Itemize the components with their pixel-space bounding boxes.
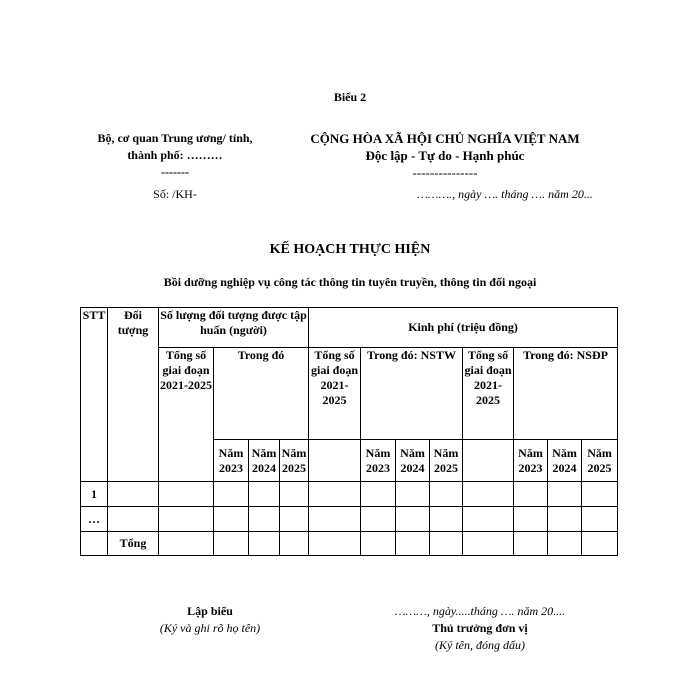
preparer-note: (Ký và ghi rõ họ tên)	[159, 621, 261, 635]
row-stt: 1	[81, 482, 108, 507]
motto-divider: ---------------	[412, 165, 478, 180]
document-subtitle: Bồi dưỡng nghiệp vụ công tác thông tin tuyên truyền, thông tin đối ngoại	[163, 275, 537, 289]
head-of-unit-title: Thủ trưởng đơn vị	[432, 621, 528, 635]
total-label: Tổng	[108, 532, 159, 556]
agency-line-1: Bộ, cơ quan Trung ương/ tỉnh,	[97, 131, 253, 145]
row-stt: …	[81, 507, 108, 532]
issuing-agency	[70, 130, 280, 181]
document-title: KẾ HOẠCH THỰC HIỆN	[269, 242, 431, 257]
agency-divider: -------	[161, 165, 189, 179]
form-label: Biểu 2	[333, 90, 367, 104]
agency-line-2: thành phố: ………	[127, 148, 223, 162]
header-count-total-period: Tổng số giai đoạn 2021-2025	[159, 348, 214, 482]
preparer-title: Lập biểu	[187, 604, 233, 618]
head-of-unit-block	[350, 603, 610, 654]
document-number: Số: /KH-	[153, 187, 197, 201]
national-header	[290, 130, 600, 181]
header-of-which-nsdp: Trong đó: NSĐP	[514, 348, 618, 440]
header-nstw-2024: Năm 2024	[396, 440, 430, 482]
header-count-2023: Năm 2023	[214, 440, 249, 482]
header-nsdp-total-period: Tổng số giai đoạn 2021-2025	[463, 348, 514, 440]
header-stt: STT	[81, 308, 108, 482]
header-budget: Kinh phí (triệu đồng)	[309, 308, 618, 348]
header-nstw-total-period: Tổng số giai đoạn 2021-2025	[309, 348, 361, 440]
header-count-2025: Năm 2025	[280, 440, 309, 482]
total-row	[81, 532, 618, 556]
table-row	[81, 507, 618, 532]
document-date: ………., ngày …. tháng …. năm 20...	[417, 187, 593, 201]
national-motto: Độc lập - Tự do - Hạnh phúc	[365, 148, 525, 163]
header-nsdp-2025: Năm 2025	[582, 440, 618, 482]
header-nstw-2023: Năm 2023	[361, 440, 396, 482]
empty-cell	[309, 440, 361, 482]
header-of-which-nstw: Trong đó: NSTW	[361, 348, 463, 440]
table-row	[81, 482, 618, 507]
header-nstw-2025: Năm 2025	[430, 440, 463, 482]
header-nsdp-2023: Năm 2023	[514, 440, 548, 482]
header-count-2024: Năm 2024	[249, 440, 280, 482]
empty-cell	[463, 440, 514, 482]
signing-date: ………, ngày.....tháng …. năm 20....	[394, 604, 566, 618]
header-count-of-which: Trong đó	[214, 348, 309, 440]
national-title: CỘNG HÒA XÃ HỘI CHỦ NGHĨA VIỆT NAM	[310, 131, 580, 146]
header-subject: Đối tượng	[108, 308, 159, 482]
row-stt	[81, 532, 108, 556]
header-trainee-count: Số lượng đối tượng được tập huấn (người)	[159, 308, 309, 348]
preparer-block	[110, 603, 310, 637]
header-nsdp-2024: Năm 2024	[548, 440, 582, 482]
head-of-unit-note: (Ký tên, đóng dấu)	[435, 638, 525, 652]
plan-table	[80, 307, 618, 556]
